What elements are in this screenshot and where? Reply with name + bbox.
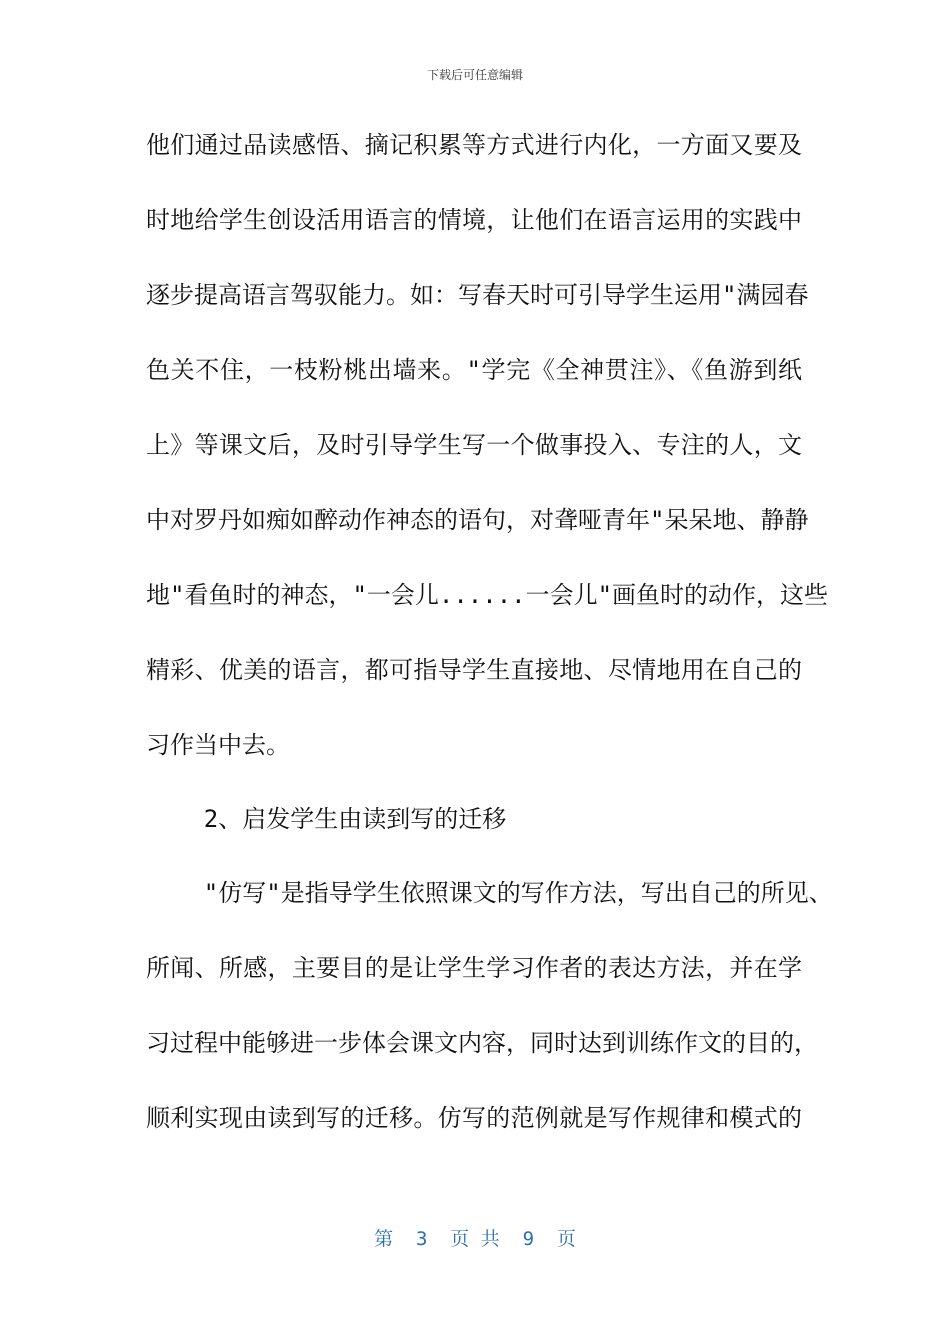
body-line-1: 他们通过品读感悟、摘记积累等方式进行内化，一方面又要及 <box>146 131 802 159</box>
body-line-3: 逐步提高语言驾驭能力。如：写春天时可引导学生运用"满园春 <box>146 281 809 309</box>
body-line-14: 顺利实现由读到写的迁移。仿写的范例就是写作规律和模式的 <box>146 1104 802 1132</box>
page-header: 下载后可任意编辑 <box>426 68 523 82</box>
body-line-8: 精彩、优美的语言，都可指导学生直接地、尽情地用在自己的 <box>146 656 802 684</box>
body-line-12: 所闻、所感，主要目的是让学生学习作者的表达方法，并在学 <box>146 954 802 982</box>
body-line-5: 上》等课文后，及时引导学生写一个做事投入、专注的人，文 <box>146 431 802 459</box>
body-line-4: 色关不住，一枝粉桃出墙来。"学完《全神贯注》、《鱼游到纸 <box>146 356 802 384</box>
body-line-2: 时地给学生创设活用语言的情境，让他们在语言运用的实践中 <box>146 206 802 234</box>
body-line-7: 地"看鱼时的神态，"一会儿......一会儿"画鱼时的动作，这些 <box>146 581 829 609</box>
body-line-11: "仿写"是指导学生依照课文的写作方法，写出自己的所见、 <box>146 879 833 907</box>
body-line-9: 习作当中去。 <box>146 731 290 759</box>
page-number-footer: 第 3 页 共 9 页 <box>374 1228 576 1250</box>
body-line-13: 习过程中能够进一步体会课文内容，同时达到训练作文的目的， <box>146 1029 818 1057</box>
body-line-6: 中对罗丹如痴如醉动作神态的语句，对聋哑青年"呆呆地、静静 <box>146 506 809 534</box>
section-heading: 2、启发学生由读到写的迁移 <box>146 805 507 833</box>
